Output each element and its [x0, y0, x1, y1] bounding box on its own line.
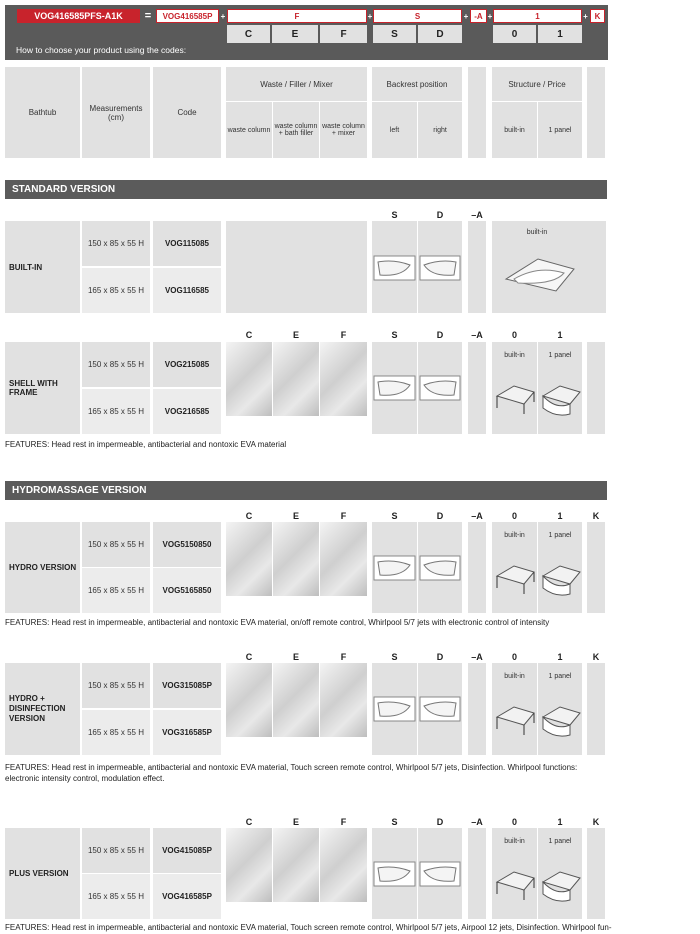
a-empty — [468, 221, 486, 313]
sub-c: C — [227, 25, 270, 43]
col-0: 0 — [511, 817, 517, 827]
structure-builtin-cell — [492, 828, 537, 919]
col-d: D — [436, 330, 444, 340]
col-a: –A — [471, 511, 483, 521]
builtin-tub-icon — [498, 245, 578, 305]
section-hydro: HYDROMASSAGE VERSION — [5, 481, 607, 500]
meas-disinf-150: 150 x 85 x 55 H — [82, 663, 150, 708]
col-e: E — [292, 817, 299, 827]
features-hydro: FEATURES: Head rest in impermeable, antibacterial and nontoxic EVA material, on/off remote control, Whirlpool 5/7 jets with electronic control of intensity — [5, 618, 550, 627]
col-d: D — [436, 511, 444, 521]
structure-panel-cell — [538, 522, 582, 613]
backrest-left-img — [372, 663, 417, 755]
k-empty — [587, 522, 605, 613]
structure-builtin-cell — [492, 663, 537, 755]
meas-builtin-165: 165 x 85 x 55 H — [82, 268, 150, 313]
structure-builtin-cell — [492, 522, 537, 613]
structure-panel-cell — [538, 342, 582, 434]
col-f: F — [340, 652, 347, 662]
col-d: D — [436, 817, 444, 827]
plus-sign: + — [367, 11, 373, 21]
bathtub-left-icon — [372, 522, 417, 613]
col-c: C — [245, 511, 253, 521]
col-s: S — [391, 817, 398, 827]
bathtub-right-icon — [418, 522, 462, 613]
code-shell-165: VOG216585 — [153, 389, 221, 434]
bathtub-left-icon — [372, 663, 417, 755]
builtin-structure — [492, 221, 606, 313]
full-code: VOG416585PFS-A1K — [17, 9, 140, 23]
a-empty — [468, 828, 486, 919]
backrest-right-img — [418, 221, 462, 313]
col-c: C — [245, 330, 253, 340]
code-plus-150: VOG415085P — [153, 828, 221, 873]
waste-column-photo — [226, 522, 272, 596]
equals-sign: = — [144, 10, 152, 22]
col-e: E — [292, 511, 299, 521]
header-backrest: Backrest position — [372, 67, 462, 101]
col-0: 0 — [511, 652, 517, 662]
panel-icon — [540, 868, 582, 902]
sub-d: D — [418, 25, 462, 43]
plus-sign: + — [220, 11, 226, 21]
panel-icon — [540, 562, 582, 596]
waste-column-photo — [226, 342, 272, 416]
col-k: K — [592, 511, 600, 521]
col-1: 1 — [557, 330, 563, 340]
structure-panel-cell — [538, 663, 582, 755]
code-shell-150: VOG215085 — [153, 342, 221, 387]
meas-shell-165: 165 x 85 x 55 H — [82, 389, 150, 434]
panel-icon — [540, 382, 582, 416]
a-empty — [468, 663, 486, 755]
meas-disinf-165: 165 x 85 x 55 H — [82, 710, 150, 755]
a-slot: -A — [470, 9, 487, 23]
builtin-label: built-in — [504, 352, 525, 359]
header-backrest-left: left — [372, 102, 417, 158]
sub-e: E — [272, 25, 318, 43]
backrest-left-img — [372, 522, 417, 613]
features-disinfection: FEATURES: Head rest in impermeable, antibacterial and nontoxic EVA material, Touch screen remote control, Whirlpool 5/7 jets, Disinfection. Whirlpool functions: electronic intensity control, modulation effect. — [5, 763, 578, 783]
code-plus-165: VOG416585P — [153, 874, 221, 919]
backrest-right-img — [418, 828, 462, 919]
backrest-right-img — [418, 522, 462, 613]
row-name-plus: PLUS VERSION — [5, 828, 80, 919]
header-bathtub: Bathtub — [5, 67, 80, 158]
base-code: VOG416585P — [156, 9, 219, 23]
waste-empty — [226, 221, 367, 313]
backrest-right-img — [418, 342, 462, 434]
header-k-col — [587, 67, 605, 158]
code-hydro-165: VOG5165850 — [153, 568, 221, 613]
plus-sign: + — [583, 11, 588, 21]
col-a: –A — [471, 210, 483, 220]
backrest-left-img — [372, 221, 417, 313]
builtin-label: built-in — [504, 532, 525, 539]
code-hydro-150: VOG5150850 — [153, 522, 221, 567]
structure-panel-cell — [538, 828, 582, 919]
mixer-photo — [320, 522, 367, 596]
col-s: S — [391, 330, 398, 340]
col-s: S — [391, 511, 398, 521]
sub-0: 0 — [493, 25, 536, 43]
waste-column-photo — [226, 663, 272, 737]
structure-builtin-cell — [492, 342, 537, 434]
panel-icon — [540, 703, 582, 737]
code-builtin-150: VOG115085 — [153, 221, 221, 266]
meas-hydro-165: 165 x 85 x 55 H — [82, 568, 150, 613]
k-slot: K — [590, 9, 605, 23]
howto-text: How to choose your product using the codes: — [16, 45, 187, 55]
bathtub-left-icon — [372, 221, 417, 313]
col-d: D — [436, 652, 444, 662]
plus-sign: + — [463, 11, 469, 21]
row-name-hydro: HYDRO VERSION — [5, 522, 80, 613]
meas-plus-150: 150 x 85 x 55 H — [82, 828, 150, 873]
col-k: K — [592, 652, 600, 662]
section-standard: STANDARD VERSION — [5, 180, 607, 199]
bath-filler-photo — [273, 522, 319, 596]
meas-hydro-150: 150 x 85 x 55 H — [82, 522, 150, 567]
panel-label: 1 panel — [548, 673, 572, 680]
col-0: 0 — [511, 330, 517, 340]
bathtub-right-icon — [418, 828, 462, 919]
meas-plus-165: 165 x 85 x 55 H — [82, 874, 150, 919]
meas-builtin-150: 150 x 85 x 55 H — [82, 221, 150, 266]
frame-icon — [494, 382, 536, 416]
header-a-col — [468, 67, 486, 158]
k-empty — [587, 663, 605, 755]
code-disinf-150: VOG315085P — [153, 663, 221, 708]
builtin-label: built-in — [504, 838, 525, 845]
bathtub-right-icon — [418, 663, 462, 755]
bathtub-right-icon — [418, 342, 462, 434]
builtin-label: built-in — [504, 673, 525, 680]
header-waste-sub-1: waste column + bath filler — [273, 102, 319, 158]
features-plus: FEATURES: Head rest in impermeable, antibacterial and nontoxic EVA material, Touch screen remote control, Whirlpool 5/7 jets, Airpool 12 jets, Disinfection. Whirlpool fun- — [5, 923, 612, 932]
panel-label: 1 panel — [548, 838, 572, 845]
header-waste-sub-0: waste column — [226, 102, 272, 158]
col-k: K — [592, 817, 600, 827]
plus-sign: + — [487, 11, 493, 21]
col-f: F — [340, 817, 347, 827]
mixer-photo — [320, 342, 367, 416]
k-empty — [587, 828, 605, 919]
backrest-left-img — [372, 828, 417, 919]
col-a: –A — [471, 817, 483, 827]
col-1: 1 — [557, 511, 563, 521]
col-a: –A — [471, 330, 483, 340]
code-disinf-165: VOG316585P — [153, 710, 221, 755]
frame-icon — [494, 703, 536, 737]
sub-s: S — [373, 25, 416, 43]
sub-f: F — [320, 25, 367, 43]
header-measurements: Measurements (cm) — [82, 67, 150, 158]
panel-label: 1 panel — [548, 532, 572, 539]
header-waste: Waste / Filler / Mixer — [226, 67, 367, 101]
col-e: E — [292, 652, 299, 662]
frame-icon — [494, 868, 536, 902]
col-f: F — [340, 330, 347, 340]
a-empty — [468, 522, 486, 613]
sub-1: 1 — [538, 25, 582, 43]
col-e: E — [292, 330, 299, 340]
bathtub-left-icon — [372, 342, 417, 434]
row-name-builtin: BUILT-IN — [5, 221, 80, 313]
col-c: C — [245, 652, 253, 662]
builtin-label: built-in — [526, 229, 548, 236]
col-s: S — [391, 210, 398, 220]
code-builtin-165: VOG116585 — [153, 268, 221, 313]
a-empty — [468, 342, 486, 434]
bathtub-left-icon — [372, 828, 417, 919]
header-structure-panel: 1 panel — [538, 102, 582, 158]
header-waste-sub-2: waste column + mixer — [320, 102, 367, 158]
mixer-photo — [320, 663, 367, 737]
features-shell: FEATURES: Head rest in impermeable, antibacterial and nontoxic EVA material — [5, 440, 287, 449]
header-structure-builtin: built-in — [492, 102, 537, 158]
col-0: 0 — [511, 511, 517, 521]
panel-label: 1 panel — [548, 352, 572, 359]
bath-filler-photo — [273, 828, 319, 902]
col-f: F — [340, 511, 347, 521]
backrest-right-img — [418, 663, 462, 755]
structure-slot: 1 — [493, 9, 582, 23]
col-d: D — [436, 210, 444, 220]
bathtub-right-icon — [418, 221, 462, 313]
k-empty — [587, 342, 605, 434]
waste-column-photo — [226, 828, 272, 902]
bath-filler-photo — [273, 663, 319, 737]
header-structure: Structure / Price — [492, 67, 582, 101]
header-code: Code — [153, 67, 221, 158]
row-name-shell: SHELL WITH FRAME — [5, 342, 80, 434]
frame-icon — [494, 562, 536, 596]
backrest-slot: S — [373, 9, 462, 23]
col-c: C — [245, 817, 253, 827]
mixer-photo — [320, 828, 367, 902]
backrest-left-img — [372, 342, 417, 434]
col-s: S — [391, 652, 398, 662]
waste-slot: F — [227, 9, 367, 23]
header-backrest-right: right — [418, 102, 462, 158]
col-1: 1 — [557, 817, 563, 827]
meas-shell-150: 150 x 85 x 55 H — [82, 342, 150, 387]
bath-filler-photo — [273, 342, 319, 416]
col-1: 1 — [557, 652, 563, 662]
col-a: –A — [471, 652, 483, 662]
row-name-disinfection: HYDRO + DISINFECTION VERSION — [5, 663, 80, 755]
